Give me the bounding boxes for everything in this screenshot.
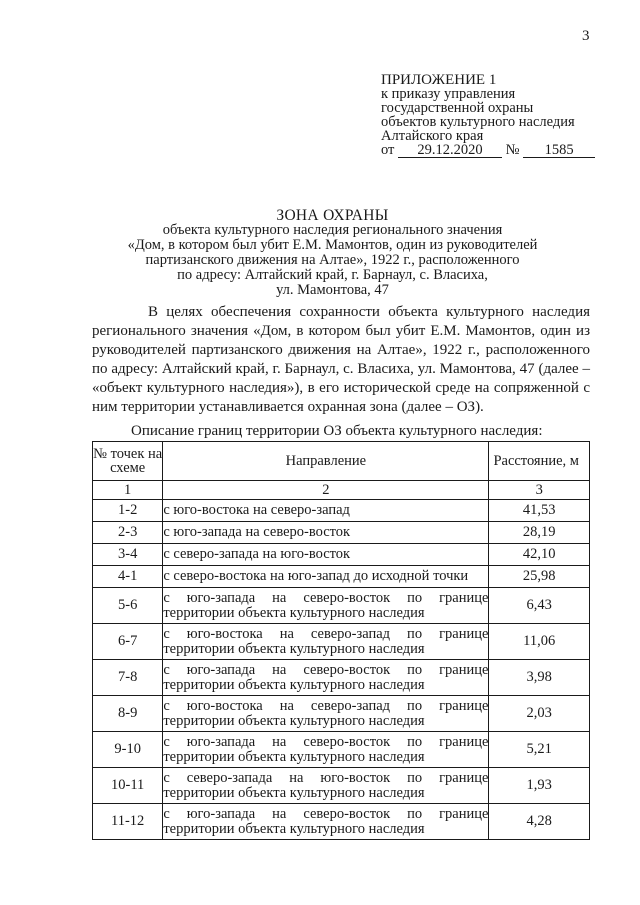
table-row [93,588,590,624]
points-cell: 10-11 [93,768,163,804]
direction-cell: с юго-запада на северо-восток [163,522,489,544]
appendix-line: государственной охраны [381,100,534,116]
heading-line: партизанского движения на Алтае», 1922 г., расположенного [145,252,520,268]
distance-cell: 11,06 [489,624,590,660]
points-cell: 9-10 [93,732,163,768]
page-number: 3 [582,28,590,44]
points-cell: 3-4 [93,544,163,566]
boundary-table [92,441,590,840]
direction-cell: с северо-запада на юго-восток по границе территории объекта культурного наследия [163,768,489,804]
points-cell: 4-1 [93,566,163,588]
table-row [93,804,590,840]
date-prefix: от [381,142,395,158]
distance-cell: 3,98 [489,660,590,696]
distance-cell: 42,10 [489,544,590,566]
header-direction: Направление [163,442,489,481]
order-number: 1585 [523,144,595,158]
column-number: 2 [163,481,489,500]
distance-cell: 28,19 [489,522,590,544]
distance-cell: 4,28 [489,804,590,840]
number-sign: № [505,142,520,158]
table-header-row [93,442,590,481]
column-number-row [93,481,590,500]
table-row [93,768,590,804]
distance-cell: 5,21 [489,732,590,768]
direction-cell: с юго-запада на северо-восток по границе территории объекта культурного наследия [163,804,489,840]
table-row [93,696,590,732]
points-cell: 5-6 [93,588,163,624]
appendix-title: ПРИЛОЖЕНИЕ 1 [381,72,497,88]
distance-cell: 2,03 [489,696,590,732]
distance-cell: 6,43 [489,588,590,624]
direction-cell: с юго-запада на северо-восток по границе территории объекта культурного наследия [163,660,489,696]
header-points: № точек на схеме [93,442,163,481]
points-cell: 2-3 [93,522,163,544]
appendix-line: к приказу управления [381,86,516,102]
zone-title: ЗОНА ОХРАНЫ [276,207,389,224]
direction-cell: с юго-востока на северо-запад по границе территории объекта культурного наследия [163,696,489,732]
heading-line: по адресу: Алтайский край, г. Барнаул, с. Власиха, [177,267,488,283]
column-number: 3 [489,481,590,500]
table-row [93,660,590,696]
points-cell: 11-12 [93,804,163,840]
direction-cell: с юго-востока на северо-запад [163,500,489,522]
appendix-block [381,73,595,158]
heading-line: объекта культурного наследия регионального значения [162,222,503,238]
table-row [93,522,590,544]
heading-line: ул. Мамонтова, 47 [276,282,389,298]
order-date-line [381,143,595,158]
heading-line: «Дом, в котором был убит Е.М. Мамонтов, один из руководителей [127,237,538,253]
points-cell: 6-7 [93,624,163,660]
header-distance: Расстояние, м [489,442,590,481]
direction-cell: с юго-запада на северо-восток по границе территории объекта культурного наследия [163,732,489,768]
points-cell: 8-9 [93,696,163,732]
table-row [93,732,590,768]
distance-cell: 25,98 [489,566,590,588]
order-date: 29.12.2020 [398,144,502,158]
table-caption: Описание границ территории ОЗ объекта культурного наследия: [131,423,543,439]
document-heading [110,208,555,298]
direction-cell: с северо-востока на юго-запад до исходной точки [163,566,489,588]
distance-cell: 41,53 [489,500,590,522]
table-row [93,566,590,588]
table-row [93,624,590,660]
points-cell: 1-2 [93,500,163,522]
points-cell: 7-8 [93,660,163,696]
table-row [93,500,590,522]
column-number: 1 [93,481,163,500]
intro-paragraph: В целях обеспечения сохранности объекта культурного наследия регионального значения «Дом, в котором был убит Е.М. Мамонтов, один из руководителей партизанского движения на Алтае», 1922 г., расположенного по адресу: Алтайский край, г. Барнаул, с. Власиха, ул. Мамонтова, 47 (далее – «объект культурного наследия»), в его исторической среде на сопряженной с ним территории устанавливается охранная зона (далее – ОЗ). [92,304,590,415]
direction-cell: с юго-востока на северо-запад по границе территории объекта культурного наследия [163,624,489,660]
direction-cell: с юго-запада на северо-восток по границе территории объекта культурного наследия [163,588,489,624]
direction-cell: с северо-запада на юго-восток [163,544,489,566]
appendix-line: Алтайского края [381,128,484,144]
appendix-line: объектов культурного наследия [381,114,575,130]
distance-cell: 1,93 [489,768,590,804]
table-row [93,544,590,566]
